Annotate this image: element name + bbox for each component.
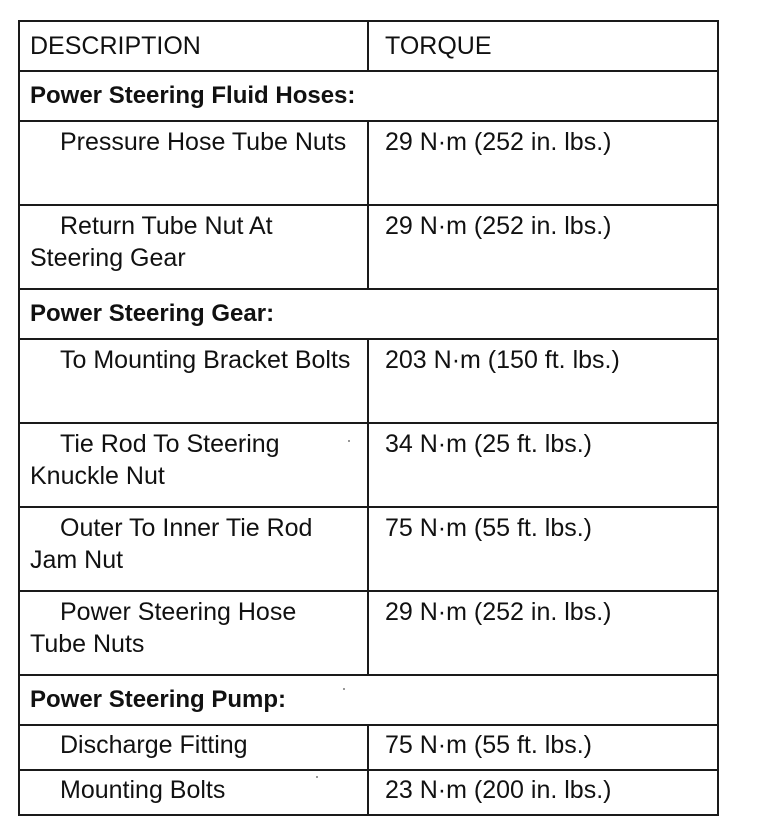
row-torque: 203 N·m (150 ft. lbs.)	[368, 339, 718, 423]
section-title: Power Steering Pump:	[19, 675, 718, 725]
scan-speck	[348, 440, 350, 442]
row-description: Tie Rod To Steering Knuckle Nut	[19, 423, 368, 507]
torque-specifications-table	[18, 20, 719, 816]
torque-header: TORQUE	[368, 21, 718, 71]
section-title: Power Steering Gear:	[19, 289, 718, 339]
row-torque: 29 N·m (252 in. lbs.)	[368, 205, 718, 289]
row-torque: 23 N·m (200 in. lbs.)	[368, 770, 718, 815]
row-description: Power Steering Hose Tube Nuts	[19, 591, 368, 675]
scan-speck	[316, 776, 318, 778]
table-row	[19, 725, 718, 770]
section-row-fluid-hoses	[19, 71, 718, 121]
table-row	[19, 339, 718, 423]
section-row-steering-gear	[19, 289, 718, 339]
table-row	[19, 507, 718, 591]
row-torque: 34 N·m (25 ft. lbs.)	[368, 423, 718, 507]
table-header-row	[19, 21, 718, 71]
row-torque: 29 N·m (252 in. lbs.)	[368, 591, 718, 675]
table-row	[19, 205, 718, 289]
section-title: Power Steering Fluid Hoses:	[19, 71, 718, 121]
row-description: Return Tube Nut At Steering Gear	[19, 205, 368, 289]
row-description: To Mounting Bracket Bolts	[19, 339, 368, 423]
table-row	[19, 591, 718, 675]
row-description: Discharge Fitting	[19, 725, 368, 770]
row-description: Mounting Bolts	[19, 770, 368, 815]
row-torque: 75 N·m (55 ft. lbs.)	[368, 507, 718, 591]
table-row	[19, 121, 718, 205]
scan-speck	[343, 688, 345, 690]
table-row	[19, 423, 718, 507]
row-torque: 29 N·m (252 in. lbs.)	[368, 121, 718, 205]
description-header: DESCRIPTION	[19, 21, 368, 71]
row-description: Pressure Hose Tube Nuts	[19, 121, 368, 205]
row-torque: 75 N·m (55 ft. lbs.)	[368, 725, 718, 770]
row-description: Outer To Inner Tie Rod Jam Nut	[19, 507, 368, 591]
section-row-steering-pump	[19, 675, 718, 725]
table-row	[19, 770, 718, 815]
